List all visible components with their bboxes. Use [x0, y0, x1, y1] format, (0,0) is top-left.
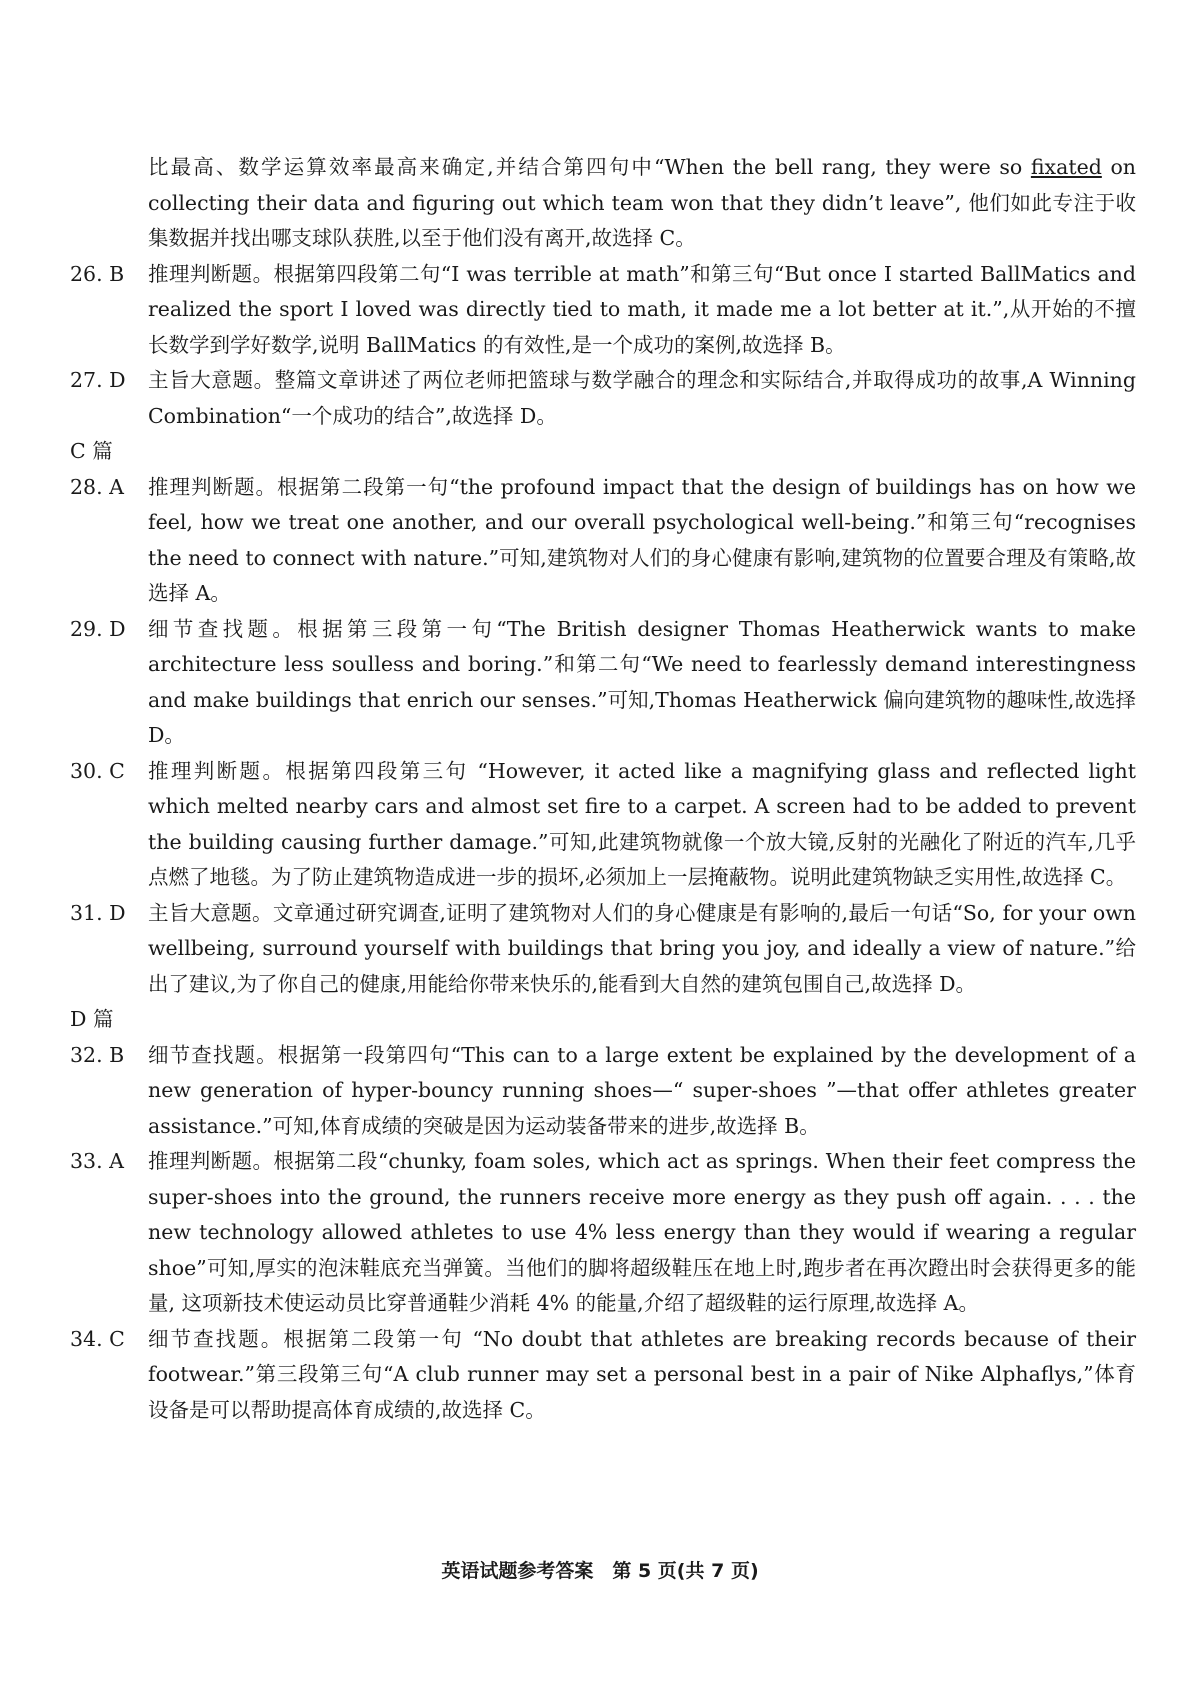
- answer-explanation: 推理判断题。根据第四段第二句“I was terrible at math”和第三句“But once I started BallMatics and realized the sport I loved was directly tied to math, it made me a lot better at it.”,从开始的不擅长数学到学好数学,说明 BallMatics 的有效性,是一个成功的案例,故选择 B。: [148, 261, 1136, 357]
- answer-number: 34. C: [70, 1326, 125, 1351]
- answer-number: 33. A: [70, 1149, 124, 1173]
- answer-item-30: [70, 754, 1136, 896]
- answer-explanation: 细节查找题。根据第三段第一句“The British designer Thomas Heatherwick wants to make architecture less soulless and boring.”和第二句“We need to fearlessly demand interestingness and make buildings that enrich our senses.”可知,Thomas Heatherwick 偏向建筑物的趣味性,故选择 D。: [148, 616, 1136, 747]
- answer-item-32: [70, 1038, 1136, 1145]
- answer-number: 29. D: [70, 616, 126, 641]
- answer-item-26: [70, 257, 1136, 364]
- answer-number: 31. D: [70, 900, 126, 925]
- underlined-word: fixated: [1030, 155, 1102, 179]
- answer-explanation: 细节查找题。根据第二段第一句 “No doubt that athletes are breaking records because of their footwear.”第三段第三句“A club runner may set a personal best in a pair of Nike Alphaflys,”体育设备是可以帮助提高体育成绩的,故选择 C。: [148, 1326, 1136, 1422]
- answer-explanation: 细节查找题。根据第一段第四句“This can to a large extent be explained by the development of a new generation of hyper-bouncy running shoes—“ super-shoes ”—that offer athletes greater assistance.”可知,体育成绩的突破是因为运动装备带来的进步,故选择 B。: [148, 1042, 1136, 1138]
- answer-number: 30. C: [70, 758, 125, 783]
- continued-text-start: 比最高、数学运算效率最高来确定,并结合第四句中“When the bell rang, they were so: [148, 155, 1031, 179]
- section-heading-c: C 篇: [70, 439, 113, 463]
- page-footer: 英语试题参考答案 第 5 页(共 7 页): [441, 1560, 759, 1582]
- answer-explanation: 主旨大意题。整篇文章讲述了两位老师把篮球与数学融合的理念和实际结合,并取得成功的故事,A Winning Combination“一个成功的结合”,故选择 D。: [148, 368, 1136, 428]
- continued-text-end: on collecting their data and figuring out which team won that they didn’t leave”, 他们如此专注于收集数据并找出哪支球队获胜,以至于他们没有离开,故选择 C。: [148, 155, 1136, 250]
- answer-number: 32. B: [70, 1042, 125, 1067]
- answer-explanation: 主旨大意题。文章通过研究调查,证明了建筑物对人们的身心健康是有影响的,最后一句话“So, for your own wellbeing, surround yourself with buildings that bring you joy, and ideally a view of nature.”给出了建议,为了你自己的健康,用能给你带来快乐的,能看到大自然的建筑包围自己,故选择 D。: [148, 900, 1136, 996]
- answer-item-34: [70, 1322, 1136, 1429]
- answer-number: 27. D: [70, 368, 126, 392]
- answer-item-31: [70, 896, 1136, 1003]
- answer-item-33: [70, 1144, 1136, 1322]
- answer-explanation: 推理判断题。根据第四段第三句 “However, it acted like a magnifying glass and reflected light which melted nearby cars and almost set fire to a carpet. A screen had to be added to prevent the building causing further damage.”可知,此建筑物就像一个放大镜,反射的光融化了附近的汽车,几乎点燃了地毯。为了防止建筑物造成进一步的损坏,必须加上一层掩蔽物。说明此建筑物缺乏实用性,故选择 C。: [148, 758, 1136, 889]
- answer-number: 26. B: [70, 261, 125, 286]
- section-heading-d: D 篇: [70, 1007, 114, 1031]
- answer-item-27: [70, 363, 1136, 434]
- answer-explanation: 推理判断题。根据第二段“chunky, foam soles, which act as springs. When their feet compress the super-shoes into the ground, the runners receive more energy as they push off again. . . . the new technology allowed athletes to use 4% less energy than they would if wearing a regular shoe”可知,厚实的泡沫鞋底充当弹簧。当他们的脚将超级鞋压在地上时,跑步者在再次蹬出时会获得更多的能量, 这项新技术使运动员比穿普通鞋少消耗 4% 的能量,介绍了超级鞋的运行原理,故选择 A。: [148, 1149, 1136, 1315]
- answer-page: [70, 150, 1136, 1428]
- answer-item-28: [70, 470, 1136, 612]
- answer-number: 28. A: [70, 474, 124, 499]
- continued-explanation: [70, 150, 1136, 257]
- answer-item-29: [70, 612, 1136, 754]
- answer-explanation: 推理判断题。根据第二段第一句“the profound impact that the design of buildings has on how we feel, how we treat one another, and our overall psychological well-being.”和第三句“recognises the need to connect with nature.”可知,建筑物对人们的身心健康有影响,建筑物的位置要合理及有策略,故选择 A。: [148, 474, 1136, 605]
